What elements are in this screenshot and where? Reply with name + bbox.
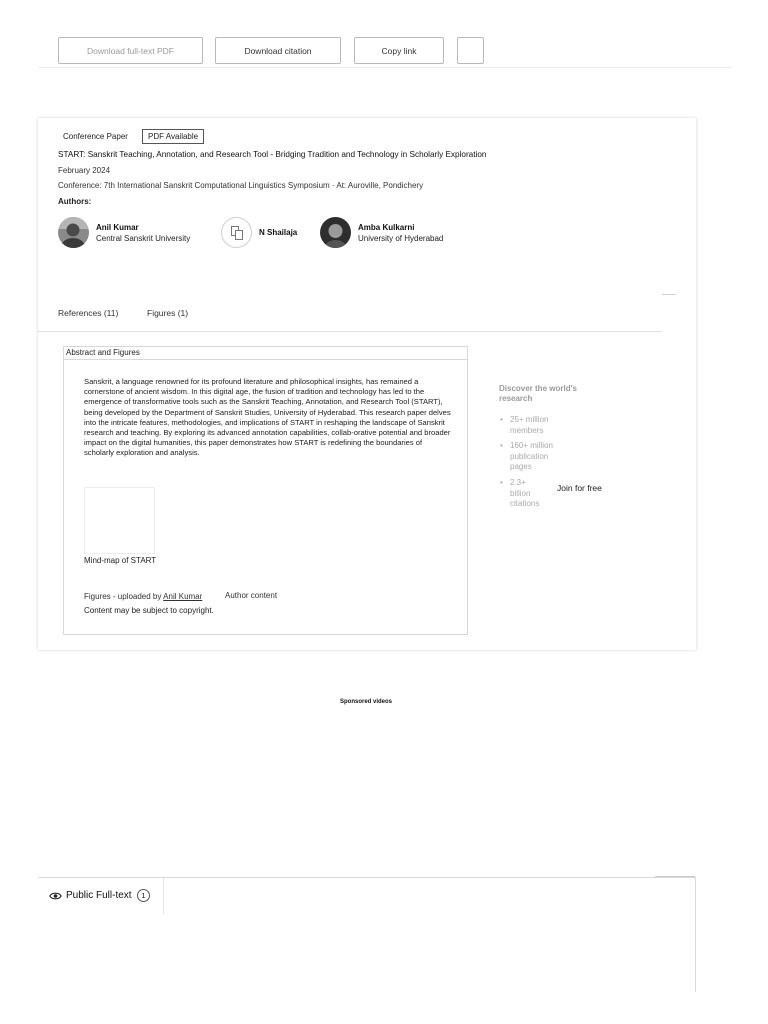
author-card-anil-kumar[interactable] <box>58 217 190 248</box>
uploaded-prefix: Figures - uploaded by <box>84 592 164 601</box>
avatar-placeholder <box>221 217 252 248</box>
eye-icon <box>49 891 62 901</box>
tab-figures[interactable]: Figures (1) <box>147 308 189 318</box>
download-pdf-button[interactable]: Download full-text PDF <box>58 37 203 64</box>
figure-uploaded-by <box>84 592 202 601</box>
tab-references[interactable]: References (11) <box>58 308 119 318</box>
authors-label: Authors: <box>58 197 92 206</box>
paper-type-label: Conference Paper <box>63 132 128 141</box>
uploader-link[interactable]: Anil Kumar <box>163 592 203 601</box>
public-fulltext-label[interactable]: Public Full-text <box>66 890 132 901</box>
divider <box>662 294 676 295</box>
avatar <box>58 217 89 248</box>
paper-conference: Conference: 7th International Sanskrit Computational Linguistics Symposium · At: Auroville, Pondichery <box>58 181 424 190</box>
figure-caption: Mind-map of START <box>84 556 157 565</box>
more-options-button[interactable] <box>457 37 484 64</box>
fulltext-count-badge: 1 <box>137 889 150 902</box>
abstract-panel <box>63 346 468 635</box>
join-for-free-button[interactable]: Join for free <box>557 483 602 493</box>
paper-title: START: Sanskrit Teaching, Annotation, and Research Tool - Bridging Tradition and Technology in Scholarly Exploration <box>58 150 487 159</box>
stat-citations: • 2.3+ billion citations <box>500 478 540 508</box>
figure-thumbnail[interactable] <box>84 487 155 554</box>
author-name: N Shailaja <box>259 228 298 237</box>
tabs-divider <box>38 331 662 332</box>
author-affiliation: Central Sanskrit University <box>96 233 191 243</box>
discover-heading: Discover the world's research <box>499 384 577 403</box>
paper-date: February 2024 <box>58 166 111 175</box>
author-affiliation: University of Hyderabad <box>358 233 444 243</box>
abstract-text: Sanskrit, a language renowned for its profound literature and philosophical insights, has remained a cornerstone of ancient wisdom. In this digital age, the fusion of tradition and technology has led to the emergence of transformative tools such as the Sanskrit Teaching, Annotation, and Research Tool (START), being developed by the Department of Sanskrit Studies, University of Hyderabad. This research paper delves into the intricate features, methodologies, and implications of START in reshaping the landscape of Sanskrit research and teaching. By exploring its advanced annotation capabilities, collab-orative potential and broader impact on the digital humanities, this paper demonstrates how START is redefining the boundaries of scholarly exploration and analysis. <box>84 377 451 458</box>
stat-members: • 25+ million members <box>500 415 549 435</box>
toolbar-divider <box>38 67 732 68</box>
abstract-heading: Abstract and Figures <box>64 347 467 360</box>
copy-link-button[interactable]: Copy link <box>354 37 444 64</box>
author-content-label: Author content <box>225 591 278 600</box>
author-card-amba-kulkarni[interactable] <box>320 217 443 248</box>
download-citation-button[interactable]: Download citation <box>215 37 341 64</box>
copyright-notice: Content may be subject to copyright. <box>84 606 214 615</box>
sponsored-videos-label: Sponsored videos <box>339 699 392 705</box>
divider <box>655 876 695 877</box>
author-name: Amba Kulkarni <box>358 222 415 232</box>
avatar <box>320 217 351 248</box>
stat-publications: • 160+ million publication pages <box>500 441 553 471</box>
document-icon <box>229 225 245 241</box>
pdf-available-badge: PDF Available <box>142 129 204 144</box>
author-name: Anil Kumar <box>96 222 139 232</box>
author-card-n-shailaja[interactable] <box>221 217 297 248</box>
